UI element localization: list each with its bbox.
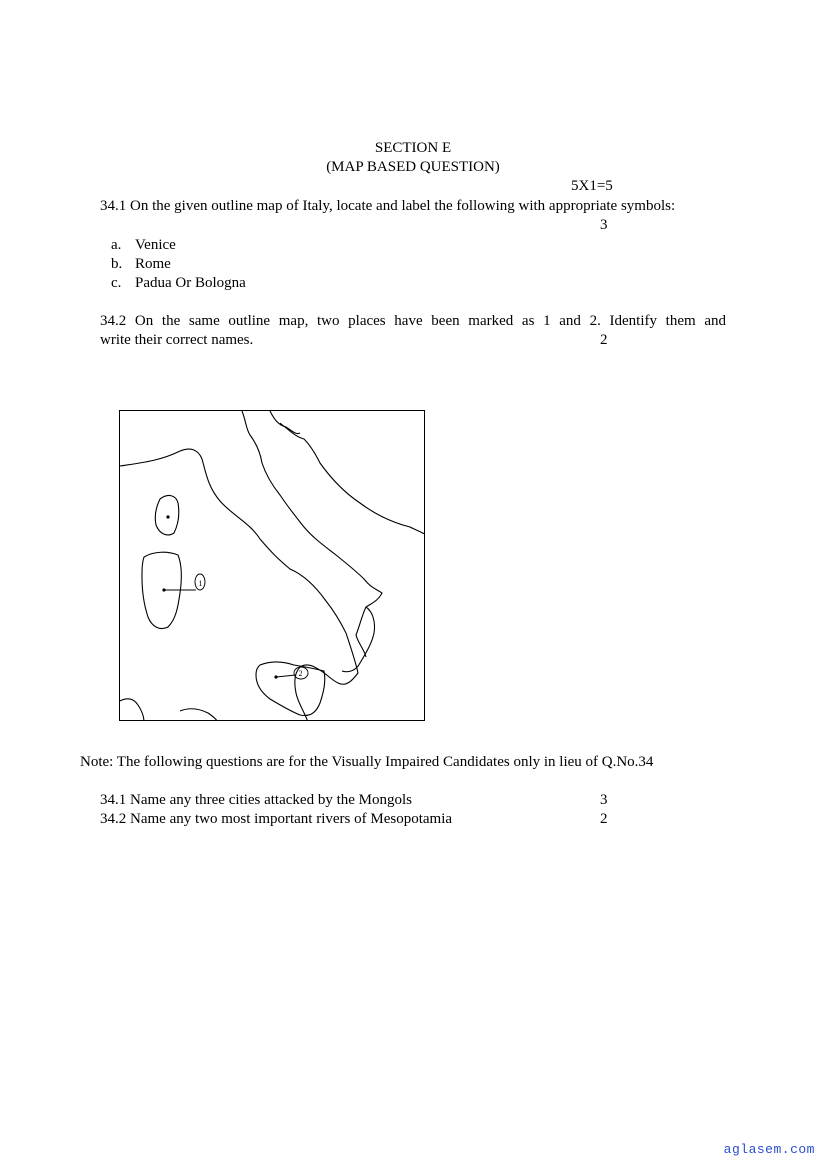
marker-2-leader (276, 675, 296, 677)
coastline-balkans (280, 423, 425, 535)
question-34-2-line2: write their correct names. (100, 332, 254, 348)
list-item-letter: a. (111, 237, 122, 253)
section-subtitle: (MAP BASED QUESTION) (326, 159, 500, 175)
list-item-label: Venice (135, 237, 176, 253)
coastline-west-edge (120, 699, 144, 721)
italy-map-svg (120, 411, 425, 721)
list-item-label: Padua Or Bologna (135, 275, 246, 291)
coastline-mainland-east (242, 411, 382, 657)
question-34-2-marks: 2 (600, 332, 608, 348)
question-34-2-line1: 34.2 On the same outline map, two places have been marked as 1 and 2. Identify them and (100, 313, 726, 329)
italy-outline-map (119, 410, 425, 721)
coastline-africa (180, 709, 218, 721)
note-visually-impaired: Note: The following questions are for the Visually Impaired Candidates only in lieu of Q.No.34 (80, 754, 654, 770)
corsica-dot (166, 515, 169, 518)
list-item-letter: b. (111, 256, 123, 272)
section-heading: SECTION E (374, 140, 452, 156)
coastline-boot-south (342, 607, 375, 672)
island-corsica (155, 496, 179, 535)
coastline-istria (270, 411, 300, 434)
vi-question-text: 34.2 Name any two most important rivers of Mesopotamia (100, 811, 453, 827)
marker-1-label: 1 (198, 579, 203, 588)
question-34-1-marks: 3 (600, 217, 608, 233)
vi-question-marks: 3 (600, 792, 608, 808)
list-item-label: Rome (135, 256, 171, 272)
list-item-letter: c. (111, 275, 122, 291)
total-marks: 5X1=5 (571, 178, 613, 194)
vi-question-marks: 2 (600, 811, 608, 827)
coastline-mainland-west (120, 449, 358, 721)
marker-2-label: 2 (298, 669, 303, 678)
watermark-text: aglasem.com (723, 1142, 815, 1157)
question-34-1: 34.1 On the given outline map of Italy, locate and label the following with appropriate symbols: (100, 198, 676, 214)
island-sicily (256, 662, 325, 716)
vi-question-text: 34.1 Name any three cities attacked by the Mongols (100, 792, 412, 808)
